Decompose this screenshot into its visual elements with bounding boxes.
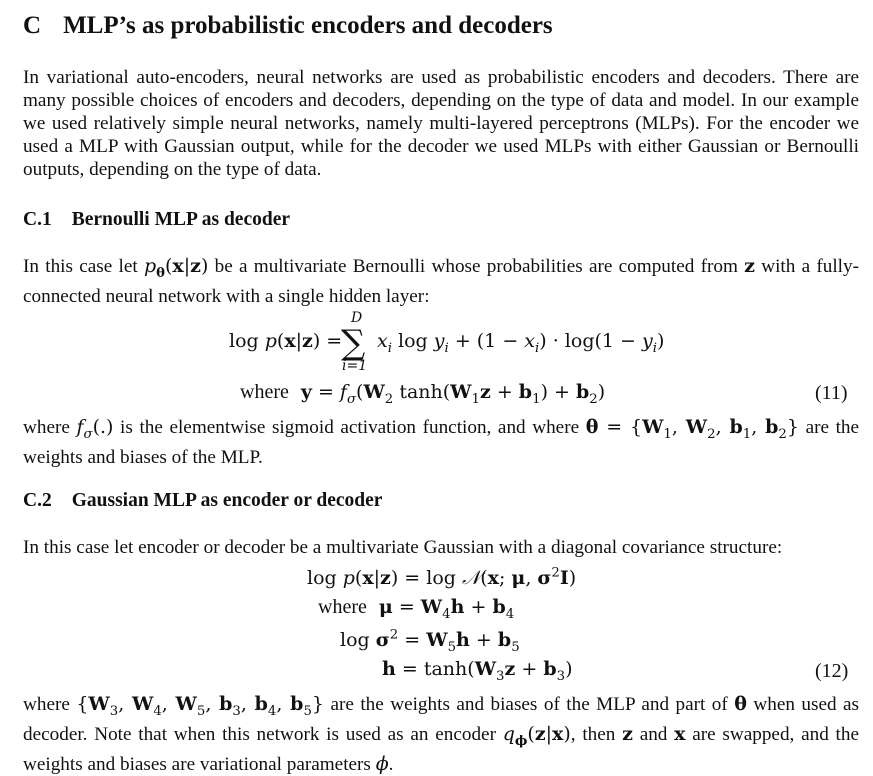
section-letter: C xyxy=(23,12,42,39)
equation-12-line-1: log p(x|z) = log 𝒩(x; μ, $\sigma^2I$) xyxy=(307,566,577,590)
summation-symbol: ∑ xyxy=(341,323,366,363)
section-title: MLP’s as probabilistic encoders and decoders xyxy=(63,12,553,39)
section-heading xyxy=(23,12,553,40)
equation-12-line-2: where $\mu = W_4h + b_4$ xyxy=(318,596,515,622)
subsection-heading-c1 xyxy=(23,209,290,231)
equation-number-11: (11) xyxy=(815,382,848,404)
equation-12-line-3: $\log \sigma^2 = W_5h + b_5$ xyxy=(340,628,520,656)
subsection-number: C.1 xyxy=(23,209,52,230)
c1-after-paragraph: where $f_\sigma(.)$ is the elementwise sigmoid activation function, and where $\theta = \{W_1$, $W_2$, $b_1$, $b_2$} are the weights and biases of the MLP. xyxy=(23,416,860,468)
equation-12-line-4: $h = \tanh(W_3z + b_3)$ xyxy=(382,658,573,684)
subsection-title: Gaussian MLP as encoder or decoder xyxy=(71,490,383,511)
math-p-theta: $p_\theta(x|z)$ xyxy=(143,255,209,281)
equation-number-12: (12) xyxy=(815,660,849,682)
subsection-number: C.2 xyxy=(23,490,52,511)
c1-lead-paragraph: In this case let $p_\theta(x|z)$ be a multivariate Bernoulli whose probabilities are computed from z with a fully-connected neural network with a single hidden layer: xyxy=(23,255,859,307)
intro-paragraph: In variational auto-encoders, neural networks are used as probabilistic encoders and decoders. There are many possible choices of encoders and decoders, depending on the type of data and model. In our example we used relatively simple neural networks, namely multi-layered perceptrons (MLPs). For the encoder we used a MLP with Gaussian output, while for the decoder we used MLPs with either Gaussian or Bernoulli outputs, depending on the type of data. xyxy=(23,67,859,180)
subsection-heading-c2 xyxy=(23,490,382,512)
c2-lead-paragraph: In this case let encoder or decoder be a multivariate Gaussian with a diagonal covariance structure: xyxy=(23,537,783,558)
subsection-title: Bernoulli MLP as decoder xyxy=(71,209,290,230)
c2-after-paragraph: where {$W_3$, $W_4$, $W_5$, $b_3$, $b_4$, $b_5$} are the weights and biases of the MLP and part of θ when used as decoder. Note that when this network is used as an encoder $q_\phi(z|x)$, then z and x are swapped, and the weights and biases are variational parameters ϕ. xyxy=(23,693,860,775)
equation-11-line-2: where $y = f_\sigma(W_2$ $\tanh(W_1z + b_1) + b_2$) xyxy=(240,381,606,407)
